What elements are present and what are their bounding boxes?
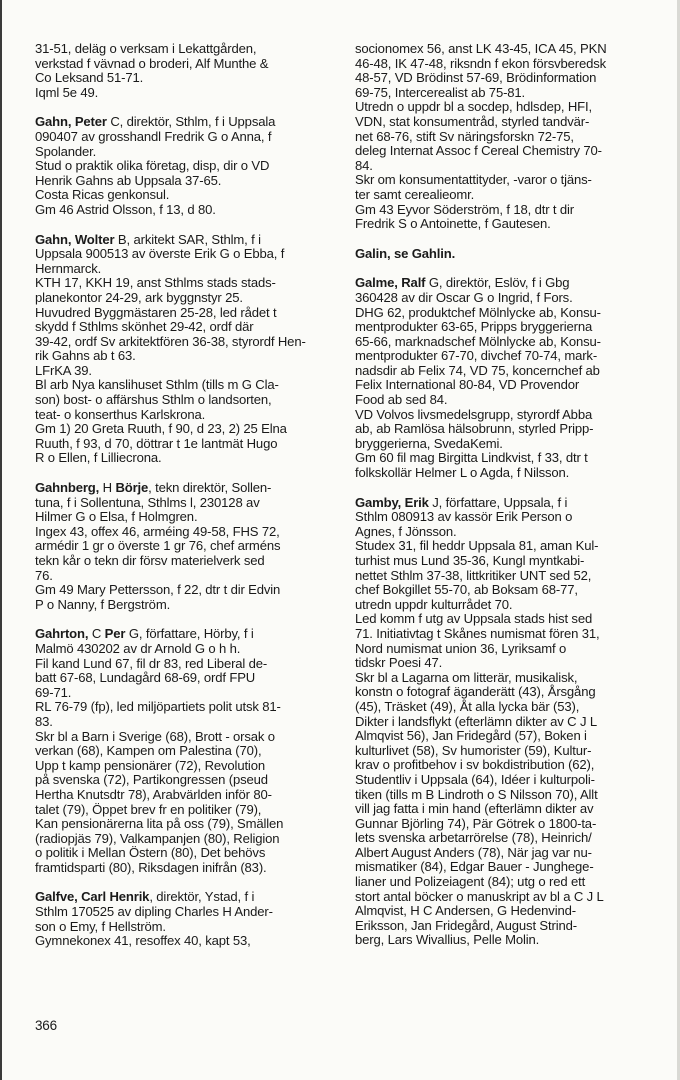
- continued-entry-text: socionomex 56, anst LK 43-45, ICA 45, PKN 46-48, IK 47-48, riksndn f ekon försvberedsk 48-57, VD Brödinst 57-69, Brödinformation 69-75, Intercerealist ab 75-81. Utredn o uppdr bl a socdep, hdlsdep, HFI, VDN, stat konsumentråd, styrled tandvär- net 68-76, stift Sv näringsforskn 72-75, deleg Internat Assoc f Cereal Chemistry 70- 84. Skr om konsumentattityder, -varor o tjäns- ter samt cerealieomr. Gm 43 Eyvor Söderström, f 18, dtr t dir Fredrik S o Antoinette, f Gautesen.: [355, 41, 607, 232]
- page-number: 366: [35, 1018, 57, 1033]
- entry-body: , direktör, Ystad, f i Sthlm 170525 av dipling Charles H Ander- son o Emy, f Hellström. Gymnekonex 41, resoffex 40, kapt 53,: [35, 889, 273, 949]
- entry-name: Galin: [355, 245, 387, 261]
- entry-name: Gahn, Wolter: [35, 231, 115, 247]
- entry-gahn-peter: [35, 115, 337, 217]
- continued-entry-text: 31-51, deläg o verksam i Lekattgården, verkstad f vävnad o broderi, Alf Munthe & Co Leksand 51-71. Iqml 5e 49.: [35, 41, 269, 100]
- entry-name: Galme, Ralf: [355, 275, 426, 291]
- entry-gahn-wolter: [35, 233, 337, 467]
- entry-body: J, författare, Uppsala, f i Sthlm 080913 av kassör Erik Person o Agnes, f Jönsson. Studex 31, fil heddr Uppsala 81, aman Kul- turhist mus Lund 35-36, Kungl myntkabi- nettet Sthlm 37-38, littkritiker UNT sed 52, chef Bokgillet 55-70, ab Boksam 68-77, utredn uppdr kulturrådet 70. Led komm f utg av Uppsala stads hist sed 71. Initiativtag t Skånes numismat fören 31, Nord numismat union 36, Lyriksamf o tidskr Poesi 47. Skr bl a Lagarna om litterär, musikalisk, konstn o fotograf äganderätt (43), Årsgång (45), Träsket (49), Åt alla lycka bär (53), Dikter i landsflykt (efterlämn dikter av C J L Almqvist 56), Jan Fridegård (57), Boken i kulturlivet (58), Sv humorister (59), Kultur- krav o profitbehov i sv bokdistribution (62), Studentliv i Uppsala (64), Idéer i kulturpoli- tiken (tills m B Lindroth o S Nilsson 70), Allt vill jag fatta i min hand (efterlämn dikter av Gunnar Björling 74), Pär Götrek o 1800-ta- lets svenska arbetarrörelse (78), Heinrich/ Albert August Anders (78), När jag var nu- mismatiker (84), Edgar Bauer - Junghege- lianer und Polizeiagent (84); utg o red ett stort antal böcker o manuskript av bl a C J L Almqvist, H C Andersen, G Hedenvind- Eriksson, Jan Fridegård, August Strind- berg, Lars Wivallius, Pelle Molin.: [355, 494, 604, 948]
- entry-name: Gahnberg,: [35, 480, 100, 496]
- entry-name: Galfve, Carl Henrik: [35, 889, 150, 905]
- entry-galfve-carl-henrik: [35, 890, 337, 948]
- left-column: [35, 42, 337, 964]
- right-column: [355, 42, 652, 963]
- entry-callname: Börje: [115, 480, 149, 496]
- entry-body: C, direktör, Sthlm, f i Uppsala 090407 av grosshandl Fredrik G o Anna, f Spolander. Stud o praktik olika företag, disp, dir o VD Henrik Gahns ab Uppsala 37-65. Costa Ricas genkonsul. Gm 46 Astrid Olsson, f 13, d 80.: [35, 114, 276, 217]
- entry-gamby-erik: [355, 496, 652, 948]
- entry-body: , tekn direktör, Sollen- tuna, f i Sollentuna, Sthlms l, 230128 av Hilmer G o Elsa, f Holmgren. Ingex 43, offex 46, arméing 49-58, FHS 72, armédir 1 gr o överste 1 gr 76, chef arméns tekn kår o tekn dir försv materielverk sed 76. Gm 49 Mary Pettersson, f 22, dtr t dir Edvin P o Nanny, f Bergström.: [35, 480, 281, 612]
- entry-name: Gamby, Erik: [355, 494, 429, 510]
- entry-body: , se: [387, 245, 412, 261]
- entry-body: G, författare, Hörby, f i Malmö 430202 av dr Arnold G o h h. Fil kand Lund 67, fil dr 83, red Liberal de- batt 67-68, Lundagård 68-69, ordf FPU 69-71. RL 76-79 (fp), led miljöpartiets polit utsk 81- 83. Skr bl a Barn i Sverige (68), Brott - orsak o verkan (68), Kampen om Palestina (70), Upp t kamp pensionärer (72), Revolution på svenska (72), Partikongressen (pseud Hertha Knutsdtr 78), Arabvärlden inför 80- talet (79), Öppet brev fr en politiker (79), Kan pensionärerna lita på oss (79), Smällen (radiopjäs 79), Valkampanjen (80), Religion o politik i Mellan Östern (80), Det behövs framtidsparti (80), Riksdagen inifrån (83).: [35, 626, 284, 875]
- page-binding-edge: [0, 0, 2, 1080]
- entry-galme-ralf: [355, 276, 652, 480]
- entry-name: Gahrton,: [35, 626, 89, 642]
- entry-body: B, arkitekt SAR, Sthlm, f i Uppsala 900513 av överste Erik G o Ebba, f Hernmarck. KTH 17, KKH 19, anst Sthlms stads stads- planekontor 24-29, ark byggnstyr 25. Huvudred Byggmästaren 25-28, led rådet t skydd f Sthlms skönhet 29-42, ordf där 39-42, ordf Sv arkitektfören 36-38, styrordf Hen- rik Gahns ab t 63. LFrKA 39. Bl arb Nya kanslihuset Sthlm (tills m G Cla- son) bost- o affärshus Sthlm o landsorten, teat- o konserthus Karlskrona. Gm 1) 20 Greta Ruuth, f 90, d 23, 2) 25 Elna Ruuth, f 93, d 70, döttrar t 1e lantmät Hugo R o Ellen, f Lilliecrona.: [35, 231, 306, 466]
- entry-galin: [355, 247, 652, 262]
- entry-gahrton-per: [35, 627, 337, 875]
- entry-firstnames: C: [88, 626, 105, 642]
- entry-firstnames: H: [99, 480, 116, 496]
- entry-callname: Per: [104, 626, 126, 642]
- entry-gahnberg-borje: [35, 481, 337, 612]
- entry-name: Gahn, Peter: [35, 114, 107, 130]
- entry-body: G, direktör, Eslöv, f i Gbg 360428 av dir Oscar G o Ingrid, f Fors. DHG 62, produktchef Mölnlycke ab, Konsu- mentprodukter 63-65, Pripps bryggerierna 65-66, marknadschef Mölnlycke ab, Konsu- mentprodukter 67-70, divchef 70-74, mark- nadsdir ab Felix 74, VD 75, koncernchef ab Felix International 80-84, VD Provendor Food ab sed 84. VD Volvos livsmedelsgrupp, styrordf Abba ab, ab Ramlösa hälsobrunn, styrled Pripp- bryggerierna, SvedaKemi. Gm 60 fil mag Birgitta Lindkvist, f 33, dtr t folkskollär Helmer L o Agda, f Nilsson.: [355, 275, 601, 481]
- entry-crossref: Gahlin.: [411, 245, 456, 261]
